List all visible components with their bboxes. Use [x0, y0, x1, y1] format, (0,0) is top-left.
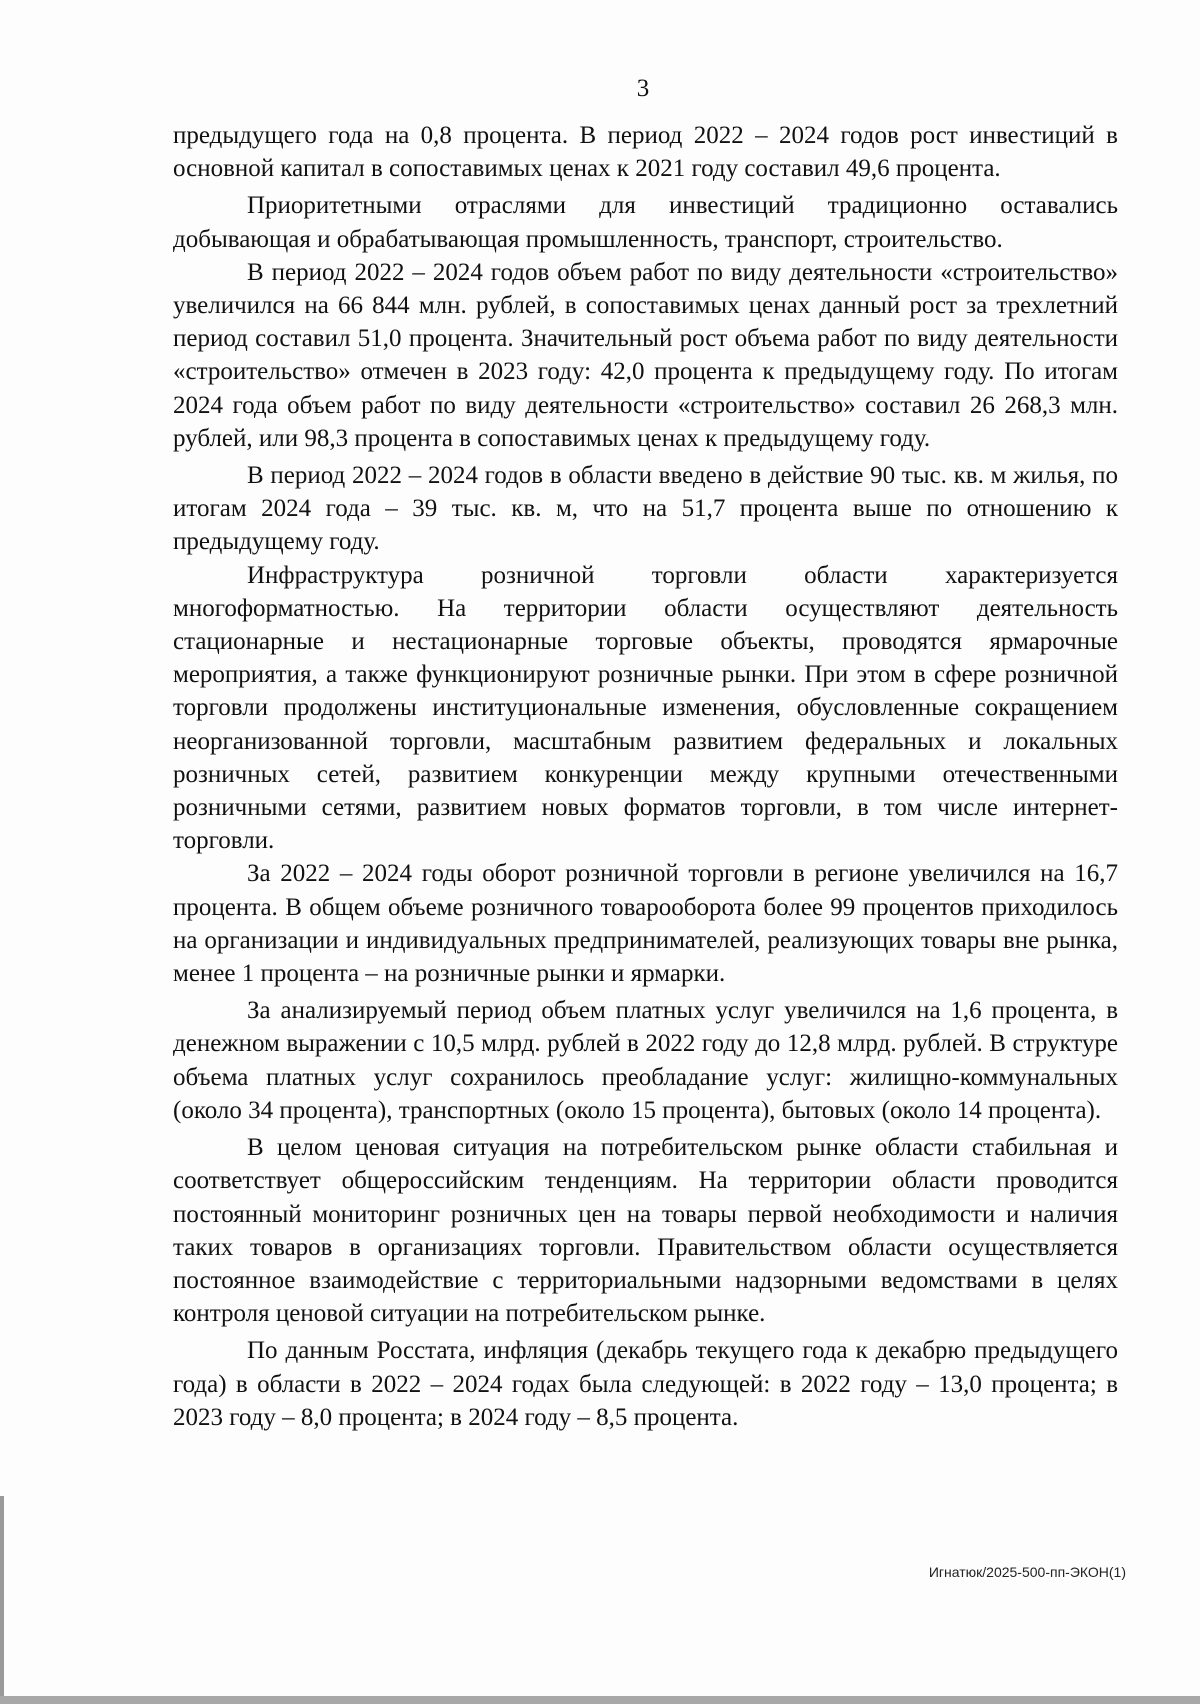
- scan-edge-left: [0, 1496, 4, 1704]
- paragraph-priority-sectors: Приоритетными отраслями для инвестиций традиционно оставались добывающая и обрабатывающая промышленность, транспорт, строительство.: [173, 192, 1118, 253]
- document-body: [173, 119, 1118, 1434]
- paragraph-housing: В период 2022 – 2024 годов в области введено в действие 90 тыс. кв. м жилья, по итогам 2024 года – 39 тыс. кв. м, что на 51,7 процента выше по отношению к предыдущему году.: [173, 462, 1118, 556]
- scan-edge-bottom: [0, 1696, 1200, 1704]
- paragraph-paid-services: За анализируемый период объем платных услуг увеличился на 1,6 процента, в денежном выражении с 10,5 млрд. рублей в 2022 году до 12,8 млрд. рублей. В структуре объема платных услуг сохранилось преобладание услуг: жилищно-коммунальных (около 34 процента), транспортных (около 15 процента), бытовых (около 14 процента).: [173, 997, 1118, 1124]
- paragraph-construction: В период 2022 – 2024 годов объем работ по виду деятельности «строительство» увеличился на 66 844 млн. рублей, в сопоставимых ценах данный рост за трехлетний период составил 51,0 процента. Значительный рост объема работ по виду деятельности «строительство» отмечен в 2023 году: 42,0 процента к предыдущему году. По итогам 2024 года объем работ по виду деятельности «строительство» составил 26 268,3 млн. рублей, или 98,3 процента в сопоставимых ценах к предыдущему году.: [173, 258, 1118, 452]
- paragraph-price-situation: В целом ценовая ситуация на потребительском рынке области стабильная и соответствует общероссийским тенденциям. На территории области проводится постоянный мониторинг розничных цен на товары первой необходимости и наличия таких товаров в организациях торговли. Правительством области осуществляется постоянное взаимодействие с территориальными надзорными ведомствами в целях контроля ценовой ситуации на потребительском рынке.: [173, 1134, 1118, 1328]
- footer-document-reference: Игнатюк/2025-500-пп-ЭКОН(1): [928, 1564, 1126, 1580]
- paragraph-inflation: По данным Росстата, инфляция (декабрь текущего года к декабрю предыдущего года) в области в 2022 – 2024 годах была следующей: в 2022 году – 13,0 процента; в 2023 году – 8,0 процента; в 2024 году – 8,5 процента.: [173, 1337, 1118, 1431]
- paragraph-retail-turnover: За 2022 – 2024 годы оборот розничной торговли в регионе увеличился на 16,7 процента. В общем объеме розничного товарооборота более 99 процентов приходилось на организации и индивидуальных предпринимателей, реализующих товары вне рынка, менее 1 процента – на розничные рынки и ярмарки.: [173, 860, 1118, 988]
- page-number: 3: [636, 75, 650, 102]
- paragraph-retail-infrastructure: Инфраструктура розничной торговли области характеризуется многоформатностью. На территории области осуществляют деятельность стационарные и нестационарные торговые объекты, проводятся ярмарочные мероприятия, а также функционируют розничные рынки. При этом в сфере розничной торговли продолжены институциональные изменения, обусловленные сокращением неорганизованной торговли, масштабным развитием федеральных и локальных розничных сетей, развитием конкуренции между крупными отечественными розничными сетями, развитием новых форматов торговли, в том числе интернет-торговли.: [173, 561, 1118, 855]
- paragraph-investment-continued: предыдущего года на 0,8 процента. В период 2022 – 2024 годов рост инвестиций в основной капитал в сопоставимых ценах к 2021 году составил 49,6 процента.: [173, 122, 1118, 183]
